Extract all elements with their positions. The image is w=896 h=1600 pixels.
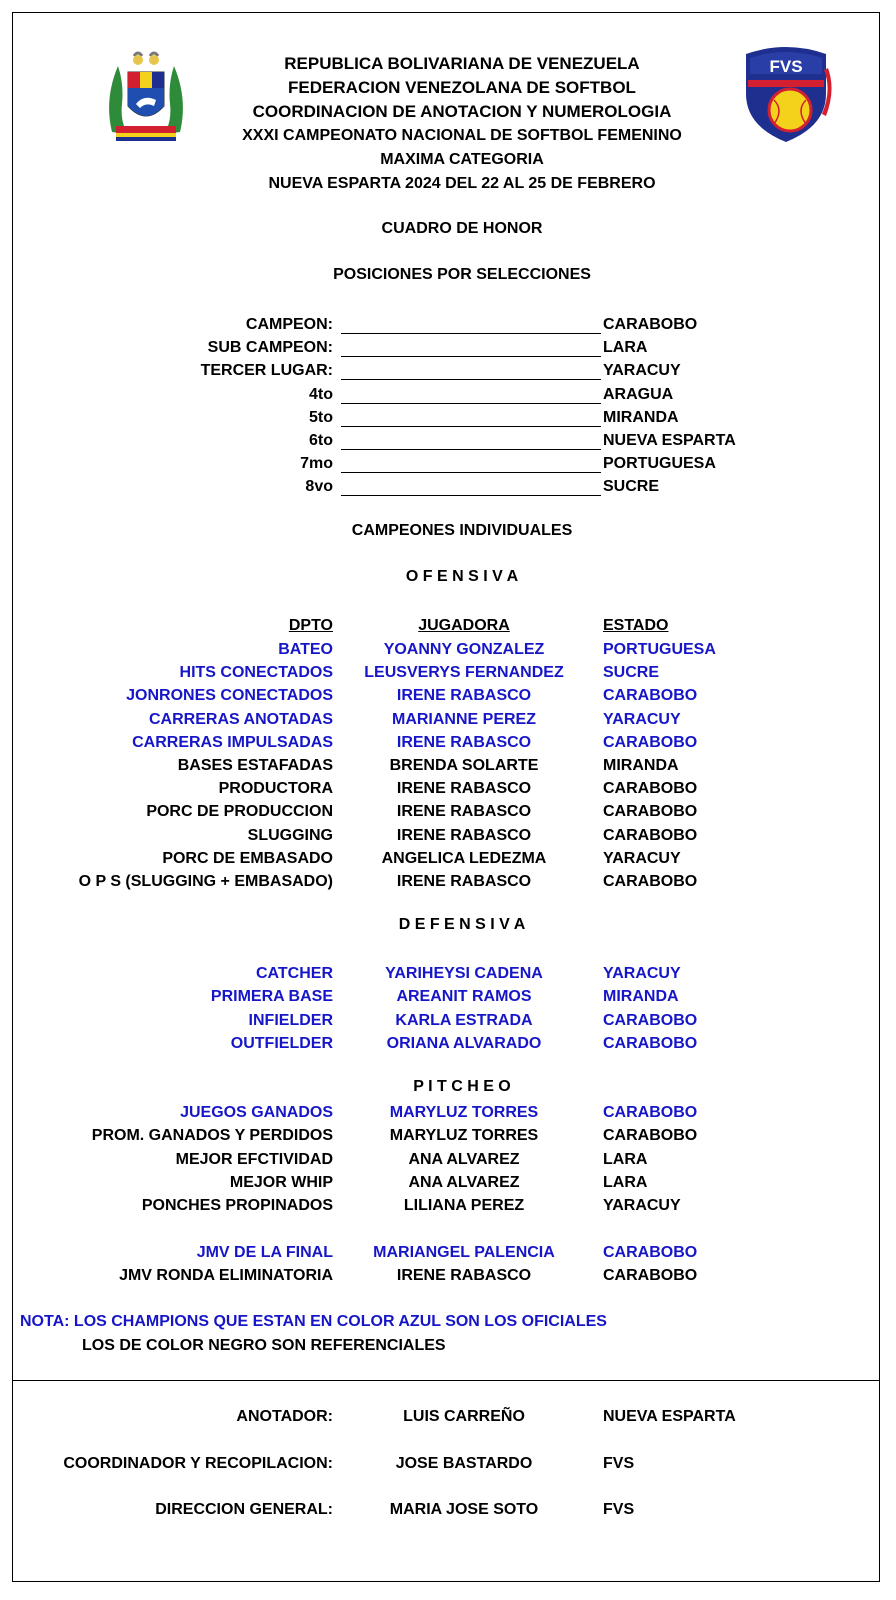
award-state: LARA <box>603 1173 648 1191</box>
header-coordination: COORDINACION DE ANOTACION Y NUMEROLOGIA <box>252 102 672 121</box>
award-row <box>0 1171 896 1194</box>
position-place: CAMPEON: <box>245 316 333 333</box>
fill-line <box>341 356 601 357</box>
position-row <box>0 313 896 336</box>
award-row <box>0 708 896 731</box>
column-header-player: JUGADORA <box>418 617 510 634</box>
award-state: CARABOBO <box>603 1267 698 1285</box>
award-row <box>0 1148 896 1171</box>
title-honor-roll: CUADRO DE HONOR <box>381 220 543 237</box>
award-player: IRENE RABASCO <box>396 826 532 844</box>
award-player: IRENE RABASCO <box>396 780 532 798</box>
award-department: BASES ESTAFADAS <box>177 757 333 774</box>
credit-row <box>0 1405 896 1428</box>
award-player: IRENE RABASCO <box>396 873 532 890</box>
fill-line <box>341 333 601 334</box>
award-row <box>0 754 896 777</box>
award-state: CARABOBO <box>603 1011 698 1029</box>
position-row <box>0 406 896 429</box>
credit-name: JOSE BASTARDO <box>395 1454 533 1472</box>
award-department: PROM. GANADOS Y PERDIDOS <box>91 1127 333 1145</box>
position-team: ARAGUA <box>603 385 674 403</box>
title-individual-champions: CAMPEONES INDIVIDUALES <box>351 522 573 539</box>
credit-role: COORDINADOR Y RECOPILACION: <box>63 1454 333 1472</box>
award-department: PORC DE PRODUCCION <box>146 803 333 821</box>
award-row <box>0 800 896 823</box>
credit-role: DIRECCION GENERAL: <box>155 1501 333 1518</box>
position-row <box>0 429 896 452</box>
award-state: CARABOBO <box>603 780 698 798</box>
award-player: MARIANGEL PALENCIA <box>373 1244 555 1261</box>
award-department: CATCHER <box>255 965 333 982</box>
award-state: CARABOBO <box>603 803 698 821</box>
position-place: 6to <box>309 432 333 449</box>
award-player: IRENE RABASCO <box>396 1267 532 1285</box>
award-state: CARABOBO <box>603 687 698 705</box>
award-row <box>0 1194 896 1217</box>
award-state: CARABOBO <box>603 1104 698 1121</box>
award-state: LARA <box>603 1150 648 1168</box>
header-category: MAXIMA CATEGORIA <box>380 151 544 168</box>
award-player: IRENE RABASCO <box>396 733 532 751</box>
title-team-positions: POSICIONES POR SELECCIONES <box>333 266 591 283</box>
note-referential-line: LOS DE COLOR NEGRO SON REFERENCIALES <box>82 1337 446 1354</box>
award-state: CARABOBO <box>603 1127 698 1145</box>
credit-role: ANOTADOR: <box>236 1408 333 1425</box>
credit-row <box>0 1452 896 1475</box>
award-row <box>0 731 896 754</box>
position-team: CARABOBO <box>603 316 698 333</box>
position-row <box>0 383 896 406</box>
credit-org: NUEVA ESPARTA <box>603 1408 736 1425</box>
award-state: YARACUY <box>603 849 681 867</box>
fill-line <box>341 472 601 473</box>
award-state: MIRANDA <box>603 988 679 1006</box>
position-team: MIRANDA <box>603 408 679 426</box>
position-place: 8vo <box>305 478 333 496</box>
position-place: TERCER LUGAR: <box>200 362 333 380</box>
header-federation: FEDERACION VENEZOLANA DE SOFTBOL <box>288 78 636 97</box>
award-row <box>0 1124 896 1147</box>
award-player: YOANNY GONZALEZ <box>383 641 545 658</box>
fvs-logo-text: FVS <box>769 57 803 76</box>
position-row <box>0 475 896 498</box>
position-row <box>0 336 896 359</box>
award-state: MIRANDA <box>603 757 679 774</box>
title-pitching: P I T C H E O <box>413 1078 511 1095</box>
awards-column-headers <box>0 614 896 637</box>
award-department: OUTFIELDER <box>230 1034 333 1052</box>
award-row <box>0 638 896 661</box>
award-player: AREANIT RAMOS <box>396 988 532 1006</box>
award-row <box>0 985 896 1008</box>
note-official-line: NOTA: LOS CHAMPIONS QUE ESTAN EN COLOR AZUL SON LOS OFICIALES <box>20 1313 607 1330</box>
credit-org: FVS <box>603 1454 635 1472</box>
award-state: CARABOBO <box>603 1244 698 1261</box>
award-department: MEJOR WHIP <box>229 1173 333 1191</box>
award-player: IRENE RABASCO <box>396 687 532 705</box>
column-header-dept: DPTO <box>288 617 333 634</box>
award-player: KARLA ESTRADA <box>395 1011 533 1029</box>
position-team: LARA <box>603 339 648 357</box>
award-department: PORC DE EMBASADO <box>162 849 333 867</box>
award-department: HITS CONECTADOS <box>179 664 333 682</box>
award-department: JUEGOS GANADOS <box>180 1104 333 1121</box>
award-row <box>0 1032 896 1055</box>
title-defense: D E F E N S I V A <box>398 916 526 933</box>
credit-org: FVS <box>603 1501 635 1518</box>
fill-line <box>341 449 601 450</box>
award-department: SLUGGING <box>247 826 333 844</box>
award-player: LEUSVERYS FERNANDEZ <box>364 664 564 682</box>
position-team: NUEVA ESPARTA <box>603 432 736 449</box>
title-offense: O F E N S I V A <box>405 568 519 585</box>
award-row <box>0 870 896 893</box>
award-department: PRIMERA BASE <box>210 988 333 1006</box>
header-championship: XXXI CAMPEONATO NACIONAL DE SOFTBOL FEMENINO <box>242 127 682 144</box>
award-row <box>0 847 896 870</box>
footer-divider <box>12 1380 880 1381</box>
award-player: YARIHEYSI CADENA <box>385 965 543 982</box>
award-player: BRENDA SOLARTE <box>389 757 539 774</box>
header-venue-dates: NUEVA ESPARTA 2024 DEL 22 AL 25 DE FEBRERO <box>268 175 656 192</box>
award-row <box>0 962 896 985</box>
award-state: CARABOBO <box>603 733 698 751</box>
award-department: JMV DE LA FINAL <box>196 1244 333 1261</box>
fill-line <box>341 403 601 404</box>
award-department: MEJOR EFCTIVIDAD <box>175 1150 333 1168</box>
position-place: 5to <box>309 408 333 426</box>
fill-line <box>341 495 601 496</box>
award-state: CARABOBO <box>603 873 698 890</box>
award-state: CARABOBO <box>603 826 698 844</box>
award-department: PRODUCTORA <box>218 780 333 798</box>
position-team: SUCRE <box>603 478 660 496</box>
award-state: YARACUY <box>603 965 681 982</box>
award-state: YARACUY <box>603 1197 681 1215</box>
award-department: JMV RONDA ELIMINATORIA <box>119 1267 333 1285</box>
award-department: PONCHES PROPINADOS <box>141 1197 333 1215</box>
award-player: MARIANNE PEREZ <box>391 710 536 728</box>
award-state: PORTUGUESA <box>603 641 716 658</box>
award-player: ANGELICA LEDEZMA <box>381 849 547 867</box>
position-team: PORTUGUESA <box>603 455 716 473</box>
award-row <box>0 684 896 707</box>
award-player: MARYLUZ TORRES <box>389 1127 539 1145</box>
award-row <box>0 1264 896 1287</box>
award-row <box>0 1009 896 1032</box>
position-place: 4to <box>309 385 333 403</box>
award-state: YARACUY <box>603 710 681 728</box>
credit-row <box>0 1498 896 1521</box>
award-department: O P S (SLUGGING + EMBASADO) <box>78 873 333 890</box>
column-header-state: ESTADO <box>603 617 669 634</box>
award-department: CARRERAS IMPULSADAS <box>132 733 333 751</box>
award-state: SUCRE <box>603 664 660 682</box>
award-row <box>0 1241 896 1264</box>
credit-name: LUIS CARREÑO <box>403 1408 525 1425</box>
position-row <box>0 452 896 475</box>
award-department: CARRERAS ANOTADAS <box>149 710 333 728</box>
position-place: SUB CAMPEON: <box>207 339 333 357</box>
award-state: CARABOBO <box>603 1034 698 1052</box>
award-row <box>0 1101 896 1124</box>
position-place: 7mo <box>300 455 333 473</box>
header-country: REPUBLICA BOLIVARIANA DE VENEZUELA <box>284 54 640 73</box>
award-player: IRENE RABASCO <box>396 803 532 821</box>
award-player: LILIANA PEREZ <box>403 1197 525 1215</box>
award-row <box>0 661 896 684</box>
fill-line <box>341 426 601 427</box>
award-player: ORIANA ALVARADO <box>386 1034 542 1052</box>
award-player: ANA ALVAREZ <box>408 1150 520 1168</box>
position-team: YARACUY <box>603 362 681 380</box>
credit-name: MARIA JOSE SOTO <box>389 1501 539 1518</box>
award-department: BATEO <box>278 641 333 658</box>
award-player: MARYLUZ TORRES <box>389 1104 539 1121</box>
award-row <box>0 777 896 800</box>
fill-line <box>341 379 601 380</box>
award-row <box>0 824 896 847</box>
position-row <box>0 359 896 382</box>
award-department: INFIELDER <box>248 1011 333 1029</box>
award-department: JONRONES CONECTADOS <box>126 687 333 705</box>
award-player: ANA ALVAREZ <box>408 1173 520 1191</box>
